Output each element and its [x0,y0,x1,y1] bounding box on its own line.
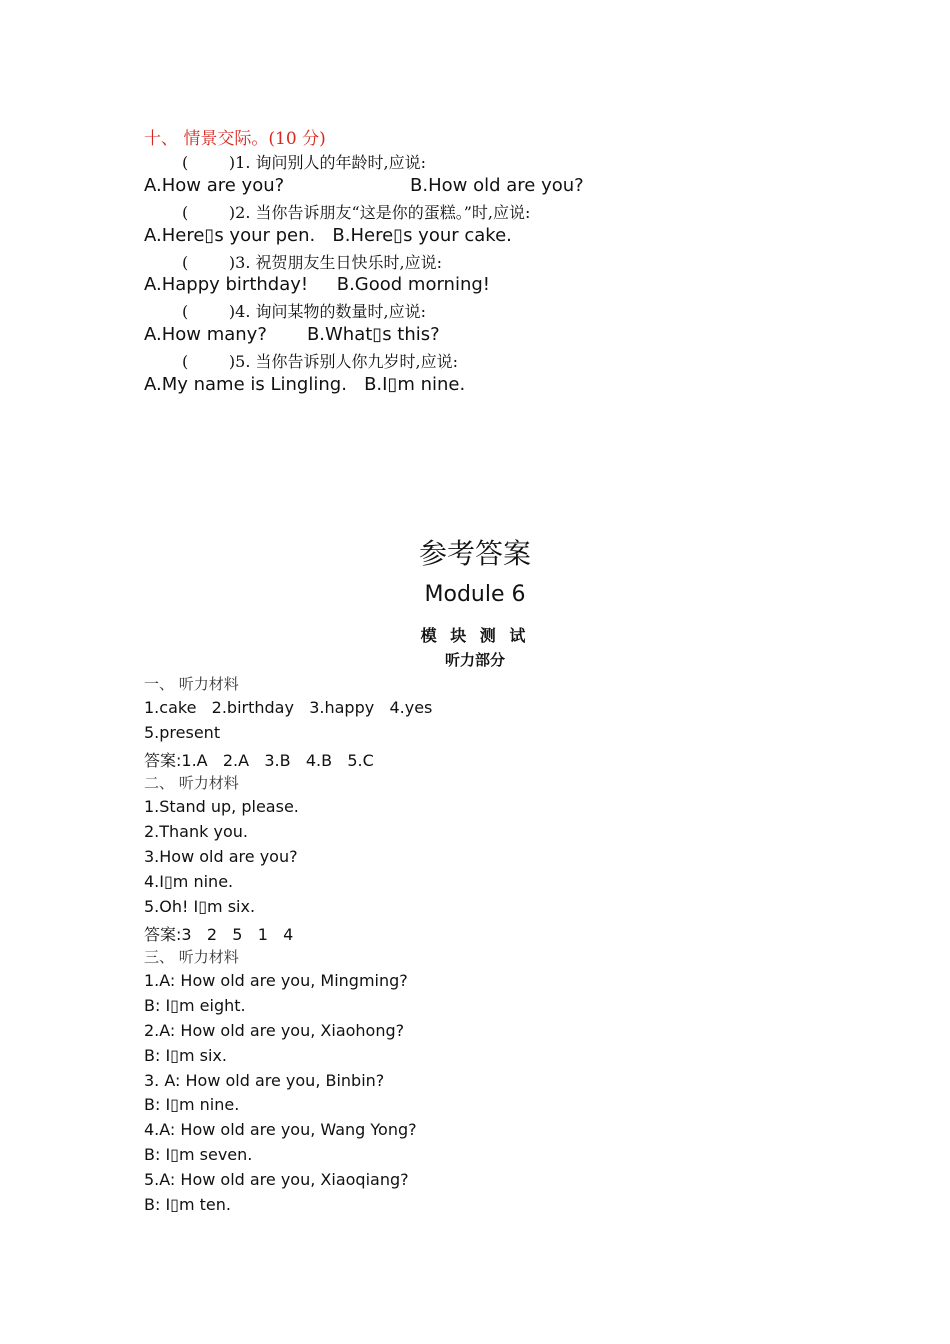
module-test-heading: 模 块 测 试 [420,626,530,645]
answer-line: B: I▯m nine. [144,1095,240,1114]
answer-line: 1.Stand up, please. [144,797,299,816]
answer-key-title: 参考答案 [418,537,531,570]
question-1-stem: ( )1. 询问别人的年龄时,应说: [182,153,427,172]
answer-line: 4.I▯m nine. [144,872,234,891]
section-10-title: 十、 情景交际。(10 分) [144,129,326,149]
question-3-options: A.Happy birthday! B.Good morning! [144,274,491,295]
question-4-options: A.How many? B.What▯s this? [144,324,440,345]
question-1-options: A.How are you? B.How old are you? [144,175,584,196]
question-3-stem: ( )3. 祝贺朋友生日快乐时,应说: [182,253,443,272]
answer-line: 答案:3 2 5 1 4 [144,925,294,944]
answer-line: 3.How old are you? [144,847,298,866]
question-2-stem: ( )2. 当你告诉朋友“这是你的蛋糕。”时,应说: [182,203,531,222]
listening-section-heading: 二、 听力材料 [144,774,239,792]
module-title: Module 6 [424,582,526,607]
answer-line: 3. A: How old are you, Binbin? [144,1071,385,1090]
listening-section-heading: 一、 听力材料 [144,675,239,693]
answer-line: 答案:1.A 2.A 3.B 4.B 5.C [144,751,374,770]
question-5-stem: ( )5. 当你告诉别人你九岁时,应说: [182,352,459,371]
answer-line: 1.cake 2.birthday 3.happy 4.yes [144,698,433,717]
answer-line: 5.present [144,723,221,742]
question-2-options: A.Here▯s your pen. B.Here▯s your cake. [144,225,512,246]
answer-line: 2.Thank you. [144,822,248,841]
answer-line: 4.A: How old are you, Wang Yong? [144,1120,417,1139]
answer-line: B: I▯m eight. [144,996,246,1015]
question-4-stem: ( )4. 询问某物的数量时,应说: [182,302,427,321]
answer-line: 5.A: How old are you, Xiaoqiang? [144,1170,409,1189]
answer-line: B: I▯m six. [144,1046,227,1065]
answer-line: B: I▯m seven. [144,1145,253,1164]
listening-section-heading: 三、 听力材料 [144,948,239,966]
listening-part-heading: 听力部分 [444,651,505,669]
answer-line: 2.A: How old are you, Xiaohong? [144,1021,405,1040]
answer-line: 5.Oh! I▯m six. [144,897,256,916]
question-5-options: A.My name is Lingling. B.I▯m nine. [144,374,466,395]
answer-line: 1.A: How old are you, Mingming? [144,971,408,990]
answer-line: B: I▯m ten. [144,1195,231,1214]
